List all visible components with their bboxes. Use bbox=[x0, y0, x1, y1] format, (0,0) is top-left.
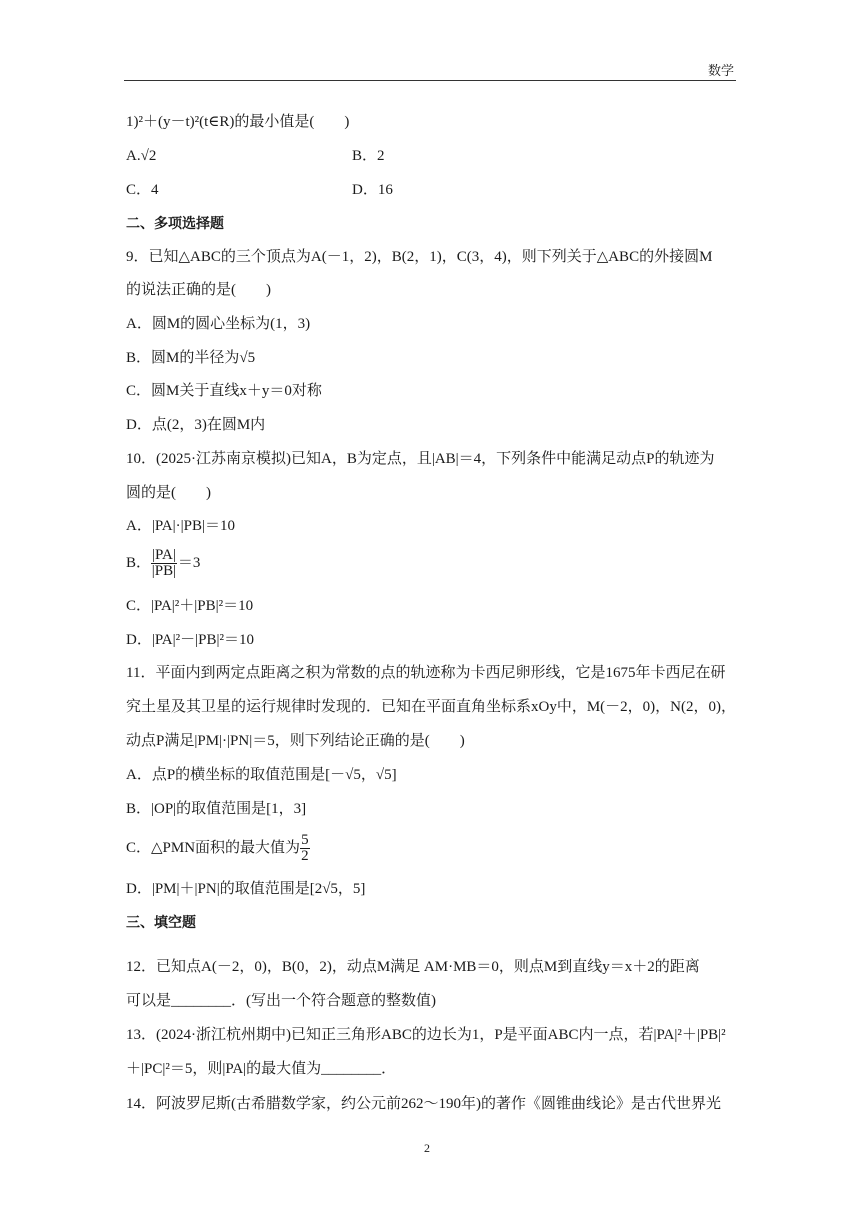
header-rule bbox=[124, 80, 736, 81]
q13-stem-line1: 13．(2024·浙江杭州期中)已知正三角形ABC的边长为1，P是平面ABC内一点，若|PA|²＋|PB|² bbox=[126, 1027, 726, 1043]
q10-stem-line2: 圆的是( ) bbox=[126, 485, 211, 501]
fraction-numerator: |PA| bbox=[152, 547, 176, 564]
q12-stem-line2: 可以是________．(写出一个符合题意的整数值) bbox=[126, 993, 436, 1009]
q9-option-b: B．圆M的半径为√5 bbox=[126, 350, 256, 366]
fraction-denominator: |PB| bbox=[151, 563, 177, 580]
q8-option-d: D．16 bbox=[352, 182, 393, 198]
q11-option-c bbox=[126, 833, 311, 864]
q12-stem-line1: 12．已知点A(－2，0)，B(0，2)，动点M满足 AM·MB＝0，则点M到直线y＝x＋2的距离 bbox=[126, 959, 700, 975]
q8-option-c: C．4 bbox=[126, 182, 159, 198]
q10-option-d: D．|PA|²－|PB|²＝10 bbox=[126, 632, 254, 648]
q14-stem-line1: 14．阿波罗尼斯(古希腊数学家，约公元前262～190年)的著作《圆锥曲线论》是古代世界光 bbox=[126, 1096, 721, 1112]
q9-option-c: C．圆M关于直线x＋y＝0对称 bbox=[126, 383, 322, 399]
q11-option-c-fraction bbox=[300, 833, 310, 864]
q11-stem-line3: 动点P满足|PM|·|PN|＝5，则下列结论正确的是( ) bbox=[126, 733, 465, 749]
q10-option-a: A．|PA|·|PB|＝10 bbox=[126, 518, 235, 534]
q9-stem-line1: 9．已知△ABC的三个顶点为A(－1，2)，B(2，1)，C(3，4)，则下列关于△ABC的外接圆M bbox=[126, 249, 713, 265]
q9-option-a: A．圆M的圆心坐标为(1，3) bbox=[126, 316, 311, 332]
fraction-denominator: 2 bbox=[301, 848, 309, 865]
q10-stem-line1: 10．(2025·江苏南京模拟)已知A，B为定点，且|AB|＝4，下列条件中能满足动点P的轨迹为 bbox=[126, 451, 715, 467]
q11-stem-line2: 究土星及其卫星的运行规律时发现的．已知在平面直角坐标系xOy中，M(－2，0)，N(2，0)， bbox=[126, 699, 736, 715]
q13-stem-line2: ＋|PC|²＝5，则|PA|的最大值为________． bbox=[126, 1061, 397, 1077]
q8-option-a: A.√2 bbox=[126, 148, 157, 164]
q11-option-c-label: C．△PMN面积的最大值为 bbox=[126, 840, 301, 856]
q8-option-b: B．2 bbox=[352, 148, 385, 164]
page-number: 2 bbox=[424, 1141, 430, 1155]
q11-option-a: A．点P的横坐标的取值范围是[－√5，√5] bbox=[126, 767, 397, 783]
q11-option-b: B．|OP|的取值范围是[1，3] bbox=[126, 801, 307, 817]
q10-option-b-value: ＝3 bbox=[177, 555, 201, 571]
q11-stem-line1: 11．平面内到两定点距离之积为常数的点的轨迹称为卡西尼卵形线，它是1675年卡西尼在研 bbox=[126, 665, 726, 681]
q10-option-c: C．|PA|²＋|PB|²＝10 bbox=[126, 598, 254, 614]
q10-option-b bbox=[126, 548, 200, 579]
q9-option-d: D．点(2，3)在圆M内 bbox=[126, 417, 266, 433]
section-heading-multiple-choice: 二、多项选择题 bbox=[126, 216, 224, 232]
fraction-numerator: 5 bbox=[301, 832, 309, 849]
q11-option-d: D．|PM|＋|PN|的取值范围是[2√5，5] bbox=[126, 881, 366, 897]
header-subject: 数学 bbox=[708, 63, 735, 78]
q8-stem-tail: 1)²＋(y－t)²(t∈R)的最小值是( ) bbox=[126, 114, 350, 130]
q9-stem-line2: 的说法正确的是( ) bbox=[126, 282, 271, 298]
q10-option-b-label: B． bbox=[126, 555, 152, 571]
q10-option-b-fraction bbox=[151, 548, 177, 579]
section-heading-fill-in: 三、填空题 bbox=[126, 915, 196, 931]
